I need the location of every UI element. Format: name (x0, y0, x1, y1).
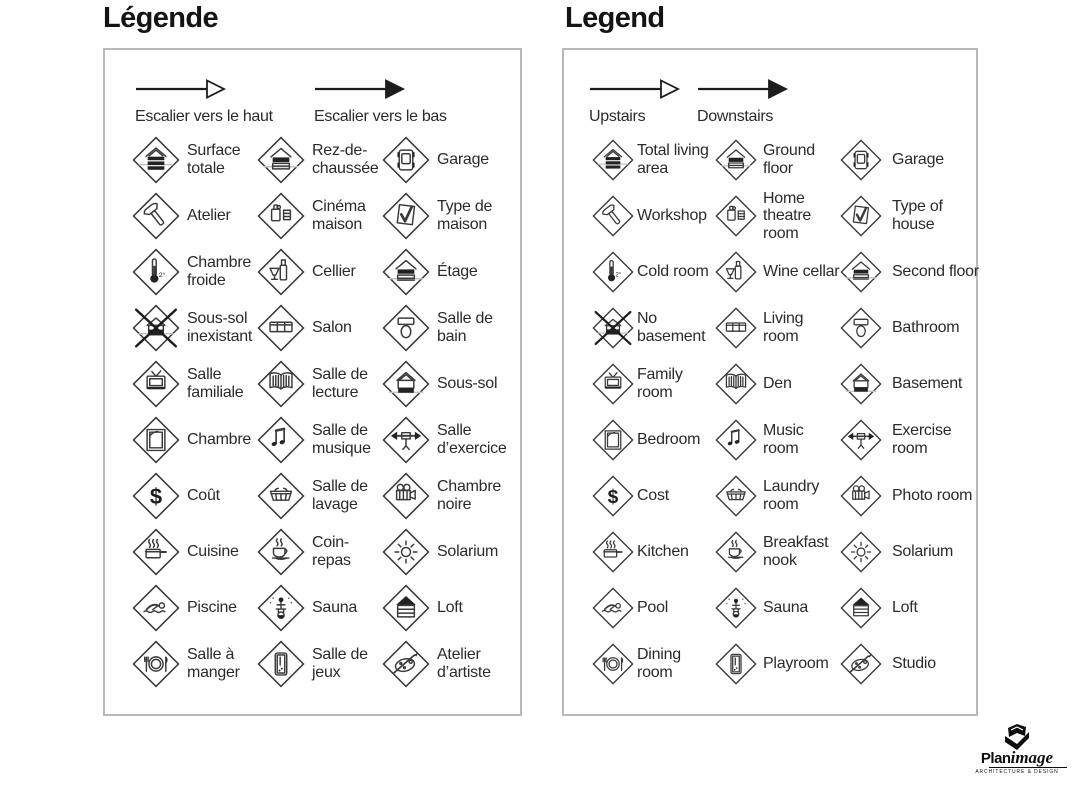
house-second-floor-icon (840, 251, 892, 293)
legend-title-english: Legend (565, 2, 665, 34)
tv-icon (592, 363, 637, 405)
downstairs-arrow-label: Downstairs (697, 108, 774, 125)
open-book-icon (715, 363, 763, 405)
legend-item-label: Basement (892, 375, 963, 393)
logo-word-plan: Plan (980, 750, 1011, 767)
legend-item-label: Chambre (187, 431, 252, 449)
upstairs-arrow-icon (589, 78, 681, 100)
legend-item-label: Chambre froide (187, 254, 252, 289)
svg-text:2°: 2° (158, 272, 166, 280)
legend-item-label: No basement (637, 310, 706, 345)
legend-item-label: Coût (187, 487, 220, 505)
legend-item-label: Workshop (637, 207, 707, 225)
legend-panel-english (562, 48, 978, 716)
legend-item-label: Piscine (187, 599, 237, 617)
legend-items-grid-french (105, 132, 524, 692)
garage-icon (840, 139, 892, 181)
legend-item-label: Salon (312, 319, 352, 337)
wine-bottle-glass-icon (715, 251, 763, 293)
downstairs-arrow-icon (314, 78, 406, 100)
swimmer-icon (592, 587, 637, 629)
legend-item-label: Salle de lecture (312, 366, 368, 401)
legend-item-label: Salle de lavage (312, 478, 368, 513)
legend-item-label: Home theatre room (763, 189, 812, 242)
legend-item-label: Bathroom (892, 319, 960, 337)
legend-item-label: Living room (763, 310, 804, 345)
palette-icon (840, 643, 892, 685)
upstairs-arrow-label: Escalier vers le haut (135, 108, 273, 125)
legend-item-label: Ground floor (763, 142, 815, 177)
legend-item-label: Loft (437, 599, 463, 617)
checked-document-icon (382, 192, 437, 240)
barbell-icon (382, 416, 437, 464)
legend-item-label: Type de maison (437, 198, 493, 233)
downstairs-arrow-group (697, 78, 789, 126)
projector-icon (715, 195, 763, 237)
legend-panel-french (103, 48, 522, 716)
garage-icon (382, 136, 437, 184)
house-basement-icon (382, 360, 437, 408)
legend-item-label: Garage (892, 151, 944, 169)
legend-item-label: Breakfast nook (763, 534, 829, 569)
bed-icon (132, 416, 187, 464)
coffee-cup-icon (715, 531, 763, 573)
planimage-logo-mark-icon (1002, 724, 1032, 751)
house-ground-floor-icon (715, 139, 763, 181)
dining-plate-icon (132, 640, 187, 688)
legend-item-label: Salle à manger (187, 646, 240, 681)
svg-text:$: $ (149, 483, 163, 509)
music-notes-icon (715, 419, 763, 461)
legend-item-label: Sous-sol inexistant (187, 310, 253, 345)
legend-item-label: Étage (437, 263, 478, 281)
dollar-icon (592, 475, 637, 517)
hammer-icon (132, 192, 187, 240)
legend-item-label: Sauna (312, 599, 358, 617)
legend-item-label: Playroom (763, 655, 829, 673)
legend-items-grid-english (564, 132, 980, 692)
no-basement-icon (592, 307, 637, 349)
legend-item-label: Salle de jeux (312, 646, 368, 681)
sun-icon (840, 531, 892, 573)
legend-item-label: Atelier d’artiste (437, 646, 491, 681)
legend-item-label: Surface totale (187, 142, 241, 177)
legend-item-label: Sous-sol (437, 375, 498, 393)
house-total-icon (132, 136, 187, 184)
legend-item-label: Sauna (763, 599, 809, 617)
downstairs-arrow-group (314, 78, 447, 126)
dollar-icon (132, 472, 187, 520)
house-ground-floor-icon (257, 136, 312, 184)
legend-item-label: Pool (637, 599, 669, 617)
legend-title-french: Légende (103, 2, 219, 34)
sauna-icon (715, 587, 763, 629)
sofa-icon (715, 307, 763, 349)
legend-item-label: Dining room (637, 646, 681, 681)
tv-icon (132, 360, 187, 408)
legend-item-label: Atelier (187, 207, 231, 225)
laundry-basket-icon (257, 472, 312, 520)
laundry-basket-icon (715, 475, 763, 517)
legend-item-label: Salle de bain (437, 310, 493, 345)
house-loft-icon (840, 587, 892, 629)
legend-item-label: Studio (892, 655, 936, 673)
legend-item-label: Salle familiale (187, 366, 244, 401)
movie-camera-icon (840, 475, 892, 517)
logo-word-image: image (1010, 748, 1054, 767)
legend-item-label: Cost (637, 487, 669, 505)
upstairs-arrow-icon (135, 78, 227, 100)
pool-table-icon (715, 643, 763, 685)
projector-icon (257, 192, 312, 240)
sofa-icon (257, 304, 312, 352)
legend-item-label: Photo room (892, 487, 973, 505)
legend-item-label: Chambre noire (437, 478, 502, 513)
downstairs-arrow-icon (697, 78, 789, 100)
planimage-logo-wordmark (967, 749, 1067, 766)
house-total-icon (592, 139, 637, 181)
legend-item-label: Den (763, 375, 792, 393)
bed-icon (592, 419, 637, 461)
barbell-icon (840, 419, 892, 461)
legend-item-label: Salle d’exercice (437, 422, 507, 457)
cooking-pot-icon (132, 528, 187, 576)
toilet-icon (840, 307, 892, 349)
movie-camera-icon (382, 472, 437, 520)
legend-item-label: Bedroom (637, 431, 701, 449)
sun-icon (382, 528, 437, 576)
no-basement-icon (132, 304, 187, 352)
legend-item-label: Garage (437, 151, 489, 169)
toilet-icon (382, 304, 437, 352)
hammer-icon (592, 195, 637, 237)
palette-icon (382, 640, 437, 688)
thermometer-icon (132, 248, 187, 296)
legend-item-label: Wine cellar (763, 263, 840, 281)
legend-item-label: Solarium (892, 543, 954, 561)
house-loft-icon (382, 584, 437, 632)
legend-item-label: Second floor (892, 263, 979, 281)
legend-item-label: Cold room (637, 263, 709, 281)
upstairs-arrow-label: Upstairs (589, 108, 646, 125)
svg-text:$: $ (607, 486, 619, 508)
legend-item-label: Family room (637, 366, 683, 401)
logo-underline (989, 767, 1067, 768)
legend-item-label: Coin-repas (312, 534, 351, 569)
svg-text:2°: 2° (615, 272, 622, 279)
legend-item-label: Loft (892, 599, 918, 617)
music-notes-icon (257, 416, 312, 464)
legend-item-label: Rez-de-chaussée (312, 142, 379, 177)
legend-item-label: Salle de musique (312, 422, 371, 457)
thermometer-icon (592, 251, 637, 293)
legend-item-label: Type of house (892, 198, 943, 233)
coffee-cup-icon (257, 528, 312, 576)
planimage-logo (967, 724, 1067, 775)
legend-item-label: Cinéma maison (312, 198, 366, 233)
pool-table-icon (257, 640, 312, 688)
upstairs-arrow-group (135, 78, 273, 126)
dining-plate-icon (592, 643, 637, 685)
house-second-floor-icon (382, 248, 437, 296)
upstairs-arrow-group (589, 78, 681, 126)
legend-item-label: Music room (763, 422, 804, 457)
legend-item-label: Cuisine (187, 543, 239, 561)
legend-item-label: Total living area (637, 142, 709, 177)
cooking-pot-icon (592, 531, 637, 573)
house-basement-icon (840, 363, 892, 405)
sauna-icon (257, 584, 312, 632)
downstairs-arrow-label: Escalier vers le bas (314, 108, 447, 125)
legend-item-label: Kitchen (637, 543, 689, 561)
wine-bottle-glass-icon (257, 248, 312, 296)
open-book-icon (257, 360, 312, 408)
legend-item-label: Exercise room (892, 422, 952, 457)
legend-item-label: Solarium (437, 543, 499, 561)
legend-item-label: Laundry room (763, 478, 820, 513)
swimmer-icon (132, 584, 187, 632)
legend-item-label: Cellier (312, 263, 356, 281)
logo-tagline: ARCHITECTURE & DESIGN (975, 769, 1059, 776)
checked-document-icon (840, 195, 892, 237)
